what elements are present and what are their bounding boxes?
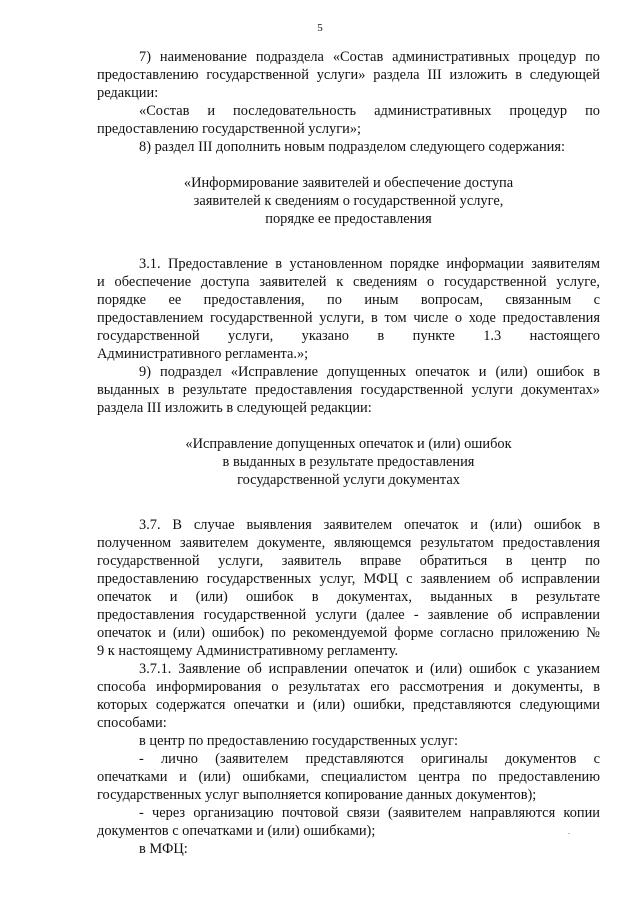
text-line: 3.1. Предоставление в установленном порядке информации заявителям <box>139 256 600 272</box>
heading-line: порядке ее предоставления <box>265 211 432 227</box>
text-line: государственной услуги, заявитель вправе обратиться в центр по <box>97 553 600 569</box>
paragraph-3-7-1 <box>97 660 600 732</box>
item-7 <box>97 48 600 138</box>
document-body <box>97 48 600 858</box>
heading-line: в выданных в результате предоставления <box>222 454 475 470</box>
heading-line: «Исправление допущенных опечаток и (или) ошибок <box>185 436 512 452</box>
item-8 <box>97 138 600 156</box>
text-line: предоставлением государственной услуги, в том числе о ходе предоставления <box>97 310 600 326</box>
text-line: опечатками и (или) ошибками, специалистом центра по предоставлению <box>97 769 600 785</box>
paragraph-3-7 <box>97 516 600 660</box>
text-line: 9) подраздел «Исправление допущенных опечаток и (или) ошибок в <box>139 364 600 380</box>
text-line: редакции: <box>97 85 159 101</box>
text-line: Административного регламента.»; <box>97 346 309 362</box>
item-9 <box>97 363 600 417</box>
section-heading <box>97 435 600 489</box>
text-line: государственной услуги, указано в пункте 1.3 настоящего <box>97 328 600 344</box>
text-line: - через организацию почтовой связи (заявителем направляются копии <box>139 805 600 821</box>
text-line: полученном заявителем документе, являющемся результатом предоставления <box>97 535 600 551</box>
heading-line: заявителей к сведениям о государственной услуге, <box>193 193 504 209</box>
paragraph-3-1 <box>97 255 600 363</box>
scan-speck <box>568 833 570 834</box>
section-heading <box>97 174 600 228</box>
text-line: 9 к настоящему Административному регламенту. <box>97 643 399 659</box>
text-line: 3.7.1. Заявление об исправлении опечаток и (или) ошибок с указанием <box>139 661 600 677</box>
text-line: 8) раздел III дополнить новым подразделом следующего содержания: <box>139 139 565 155</box>
text-line: которых содержатся опечатки и (или) ошибки, представляются следующими <box>97 697 600 713</box>
text-line: выданных в результате предоставления государственной услуги документах» <box>97 382 600 398</box>
text-line: - лично (заявителем представляются оригиналы документов с <box>139 751 600 767</box>
text-line: государственных услуг выполняется копирование данных документов); <box>97 787 537 803</box>
page-number: 5 <box>317 22 323 34</box>
delivery-methods <box>97 732 600 858</box>
text-line: способами: <box>97 715 167 731</box>
heading-line: государственной услуги документах <box>237 472 460 488</box>
text-line: предоставлению государственных услуг, МФЦ с заявлением об исправлении <box>97 571 600 587</box>
text-line: документов с опечатками и (или) ошибками); <box>97 823 376 839</box>
text-line: 3.7. В случае выявления заявителем опечаток и (или) ошибок в <box>139 517 600 533</box>
text-line: 7) наименование подраздела «Состав административных процедур по <box>139 49 600 65</box>
text-line: в МФЦ: <box>139 841 188 857</box>
text-line: и обеспечение доступа заявителей к сведениям о государственной услуге, <box>97 274 600 290</box>
text-line: опечаток и (или) ошибок) по рекомендуемой форме согласно приложению № <box>97 625 600 641</box>
text-line: предоставлению государственной услуги» раздела III изложить в следующей <box>97 67 600 83</box>
text-line: опечаток и (или) ошибок в документах, выданных в результате <box>97 589 600 605</box>
text-line: предоставлению государственной услуги»; <box>97 121 362 137</box>
text-line: порядке ее предоставления, по иным вопросам, связанным с <box>97 292 600 308</box>
text-line: предоставления государственной услуги (далее - заявление об исправлении <box>97 607 600 623</box>
text-line: в центр по предоставлению государственных услуг: <box>139 733 459 749</box>
text-line: «Состав и последовательность административных процедур по <box>139 103 600 119</box>
text-line: раздела III изложить в следующей редакции: <box>97 400 372 416</box>
heading-line: «Информирование заявителей и обеспечение доступа <box>183 175 514 191</box>
text-line: способа информирования о результатах его рассмотрения и документы, в <box>97 679 600 695</box>
